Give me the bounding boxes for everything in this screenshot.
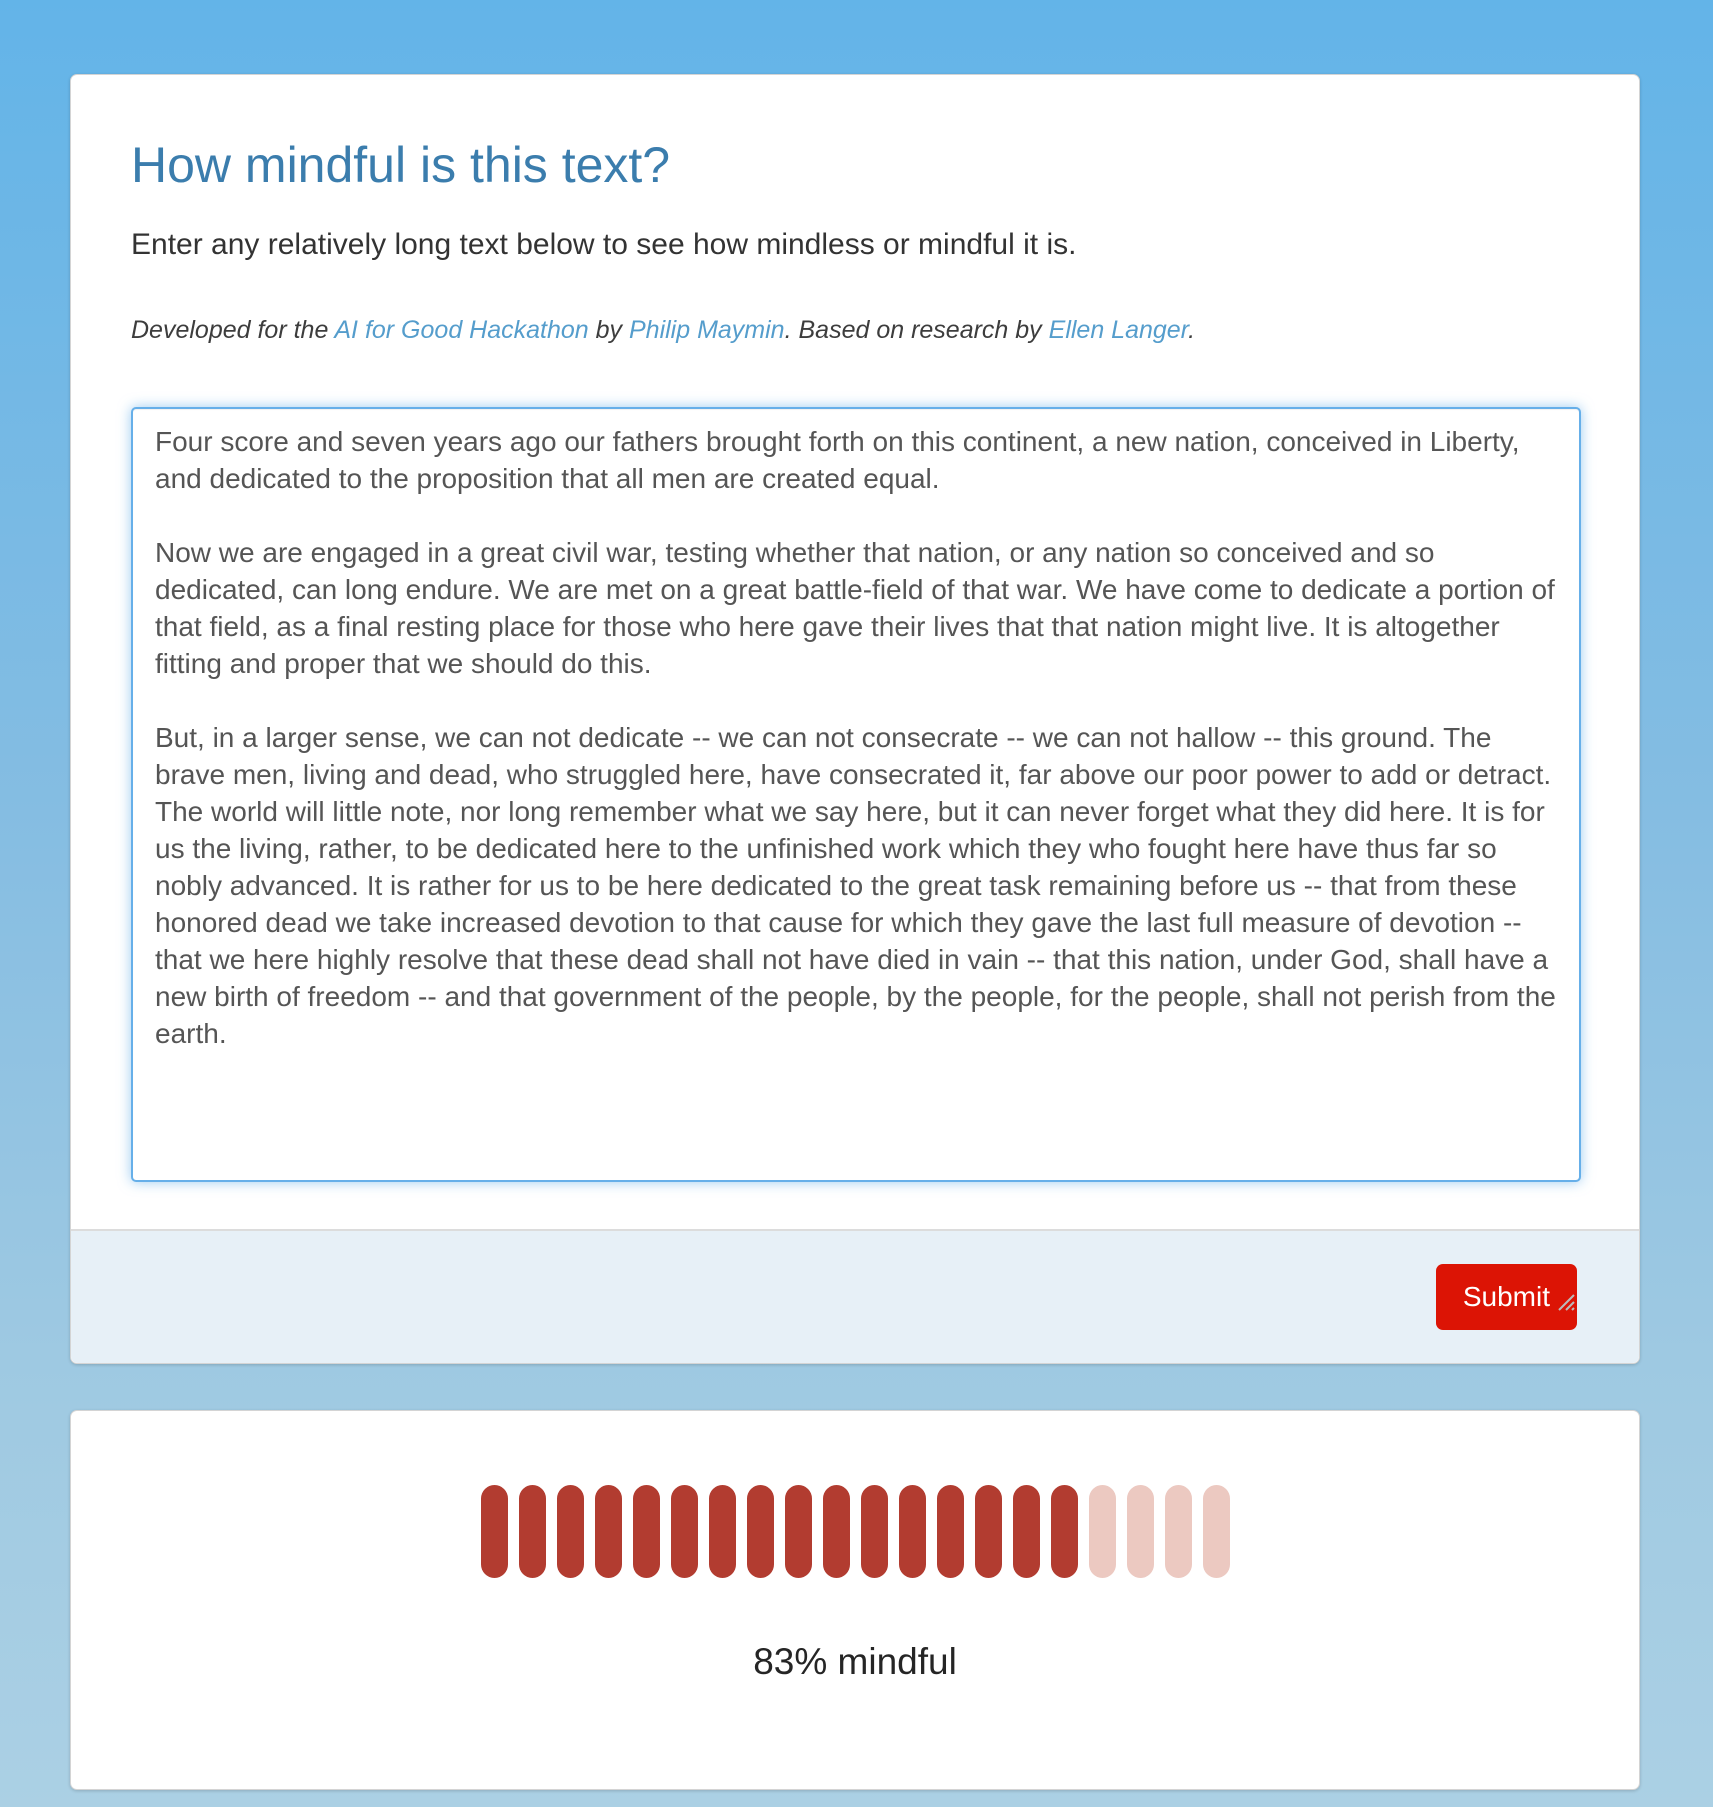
- author-link[interactable]: Philip Maymin: [628, 315, 785, 344]
- researcher-link[interactable]: Ellen Langer: [1048, 315, 1189, 344]
- progress-segment: [861, 1485, 888, 1578]
- attribution-suffix: .: [1188, 315, 1196, 344]
- progress-segment: [975, 1485, 1002, 1578]
- progress-segment: [557, 1485, 584, 1578]
- mindfulness-form-card: [70, 74, 1640, 1364]
- progress-segment: [709, 1485, 736, 1578]
- attribution-research: . Based on research by: [784, 315, 1049, 344]
- page-subtitle: Enter any relatively long text below to see how mindless or mindful it is.: [131, 227, 1077, 261]
- progress-segment: [1165, 1485, 1192, 1578]
- form-card-body: [71, 75, 1639, 1229]
- progress-bar: [481, 1485, 1230, 1578]
- progress-segment: [633, 1485, 660, 1578]
- progress-segment: [671, 1485, 698, 1578]
- progress-segment: [785, 1485, 812, 1578]
- submit-button[interactable]: Submit: [1436, 1264, 1577, 1330]
- attribution-prefix: Developed for the: [131, 315, 335, 344]
- result-label: 83% mindful: [753, 1641, 957, 1682]
- form-footer: [71, 1229, 1639, 1363]
- progress-segment: [595, 1485, 622, 1578]
- page-title: How mindful is this text?: [131, 137, 671, 193]
- result-card: [70, 1410, 1640, 1790]
- progress-segment: [1089, 1485, 1116, 1578]
- progress-segment: [519, 1485, 546, 1578]
- progress-segment: [747, 1485, 774, 1578]
- progress-segment: [823, 1485, 850, 1578]
- attribution-by: by: [588, 315, 629, 344]
- progress-segment: [481, 1485, 508, 1578]
- progress-segment: [1203, 1485, 1230, 1578]
- progress-segment: [899, 1485, 926, 1578]
- text-input[interactable]: [131, 407, 1581, 1182]
- progress-segment: [1127, 1485, 1154, 1578]
- attribution-line: [131, 316, 1579, 345]
- progress-segment: [937, 1485, 964, 1578]
- progress-wrap: [71, 1411, 1639, 1583]
- progress-segment: [1013, 1485, 1040, 1578]
- hackathon-link[interactable]: AI for Good Hackathon: [334, 315, 589, 344]
- progress-segment: [1051, 1485, 1078, 1578]
